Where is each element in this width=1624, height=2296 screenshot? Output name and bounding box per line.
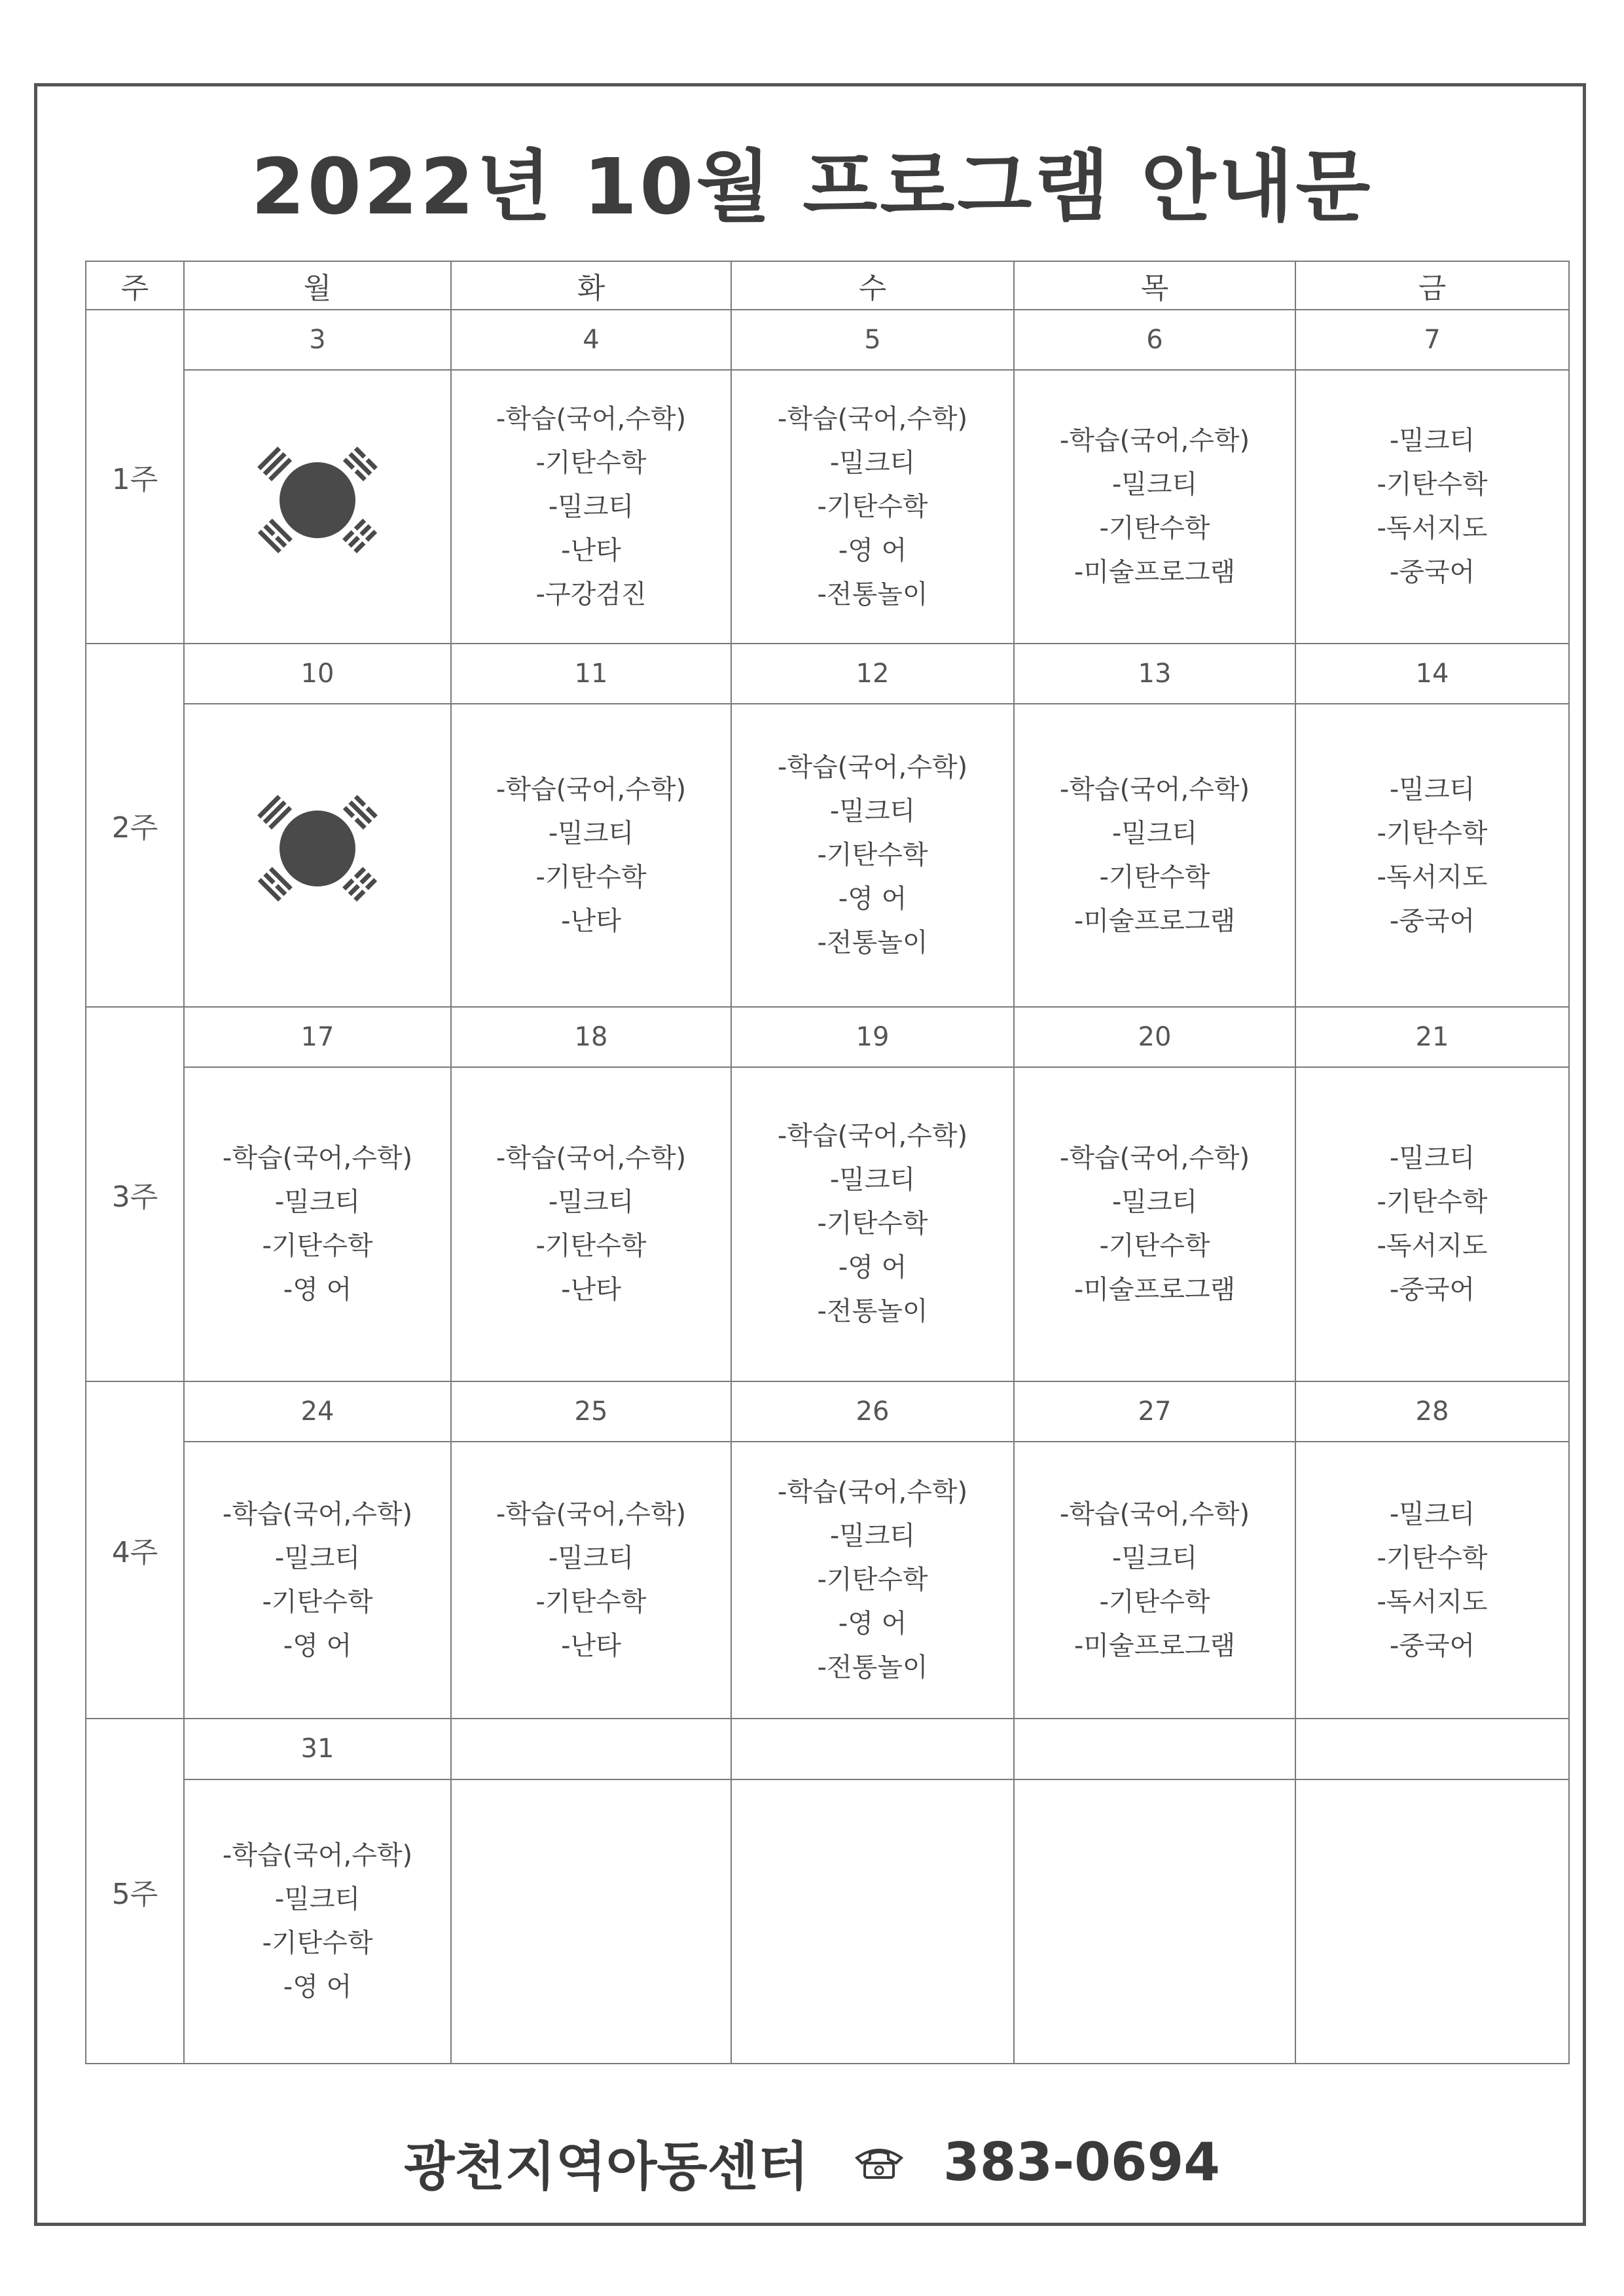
date-cell-mon: 24 — [184, 1381, 451, 1442]
program-cell-fri — [1295, 704, 1569, 1006]
program-item: -기탄수학 — [535, 1586, 647, 1617]
date-cell-tue — [451, 1719, 731, 1779]
program-cell-thu — [1014, 1442, 1295, 1719]
program-item: -기탄수학 — [1377, 1186, 1488, 1217]
date-cell-fri: 7 — [1295, 310, 1569, 370]
date-cell-tue: 11 — [451, 644, 731, 704]
program-item: -독서지도 — [1377, 1230, 1488, 1261]
program-cell-mon — [184, 370, 451, 643]
date-cell-fri: 14 — [1295, 644, 1569, 704]
program-item: -기탄수학 — [817, 491, 928, 522]
date-cell-thu — [1014, 1719, 1295, 1779]
telephone-icon — [853, 2132, 905, 2193]
program-item: -기탄수학 — [262, 1230, 373, 1261]
program-item: -기탄수학 — [817, 840, 928, 871]
program-cell-thu — [1014, 370, 1295, 643]
date-cell-wed: 19 — [731, 1007, 1014, 1067]
date-cell-wed: 26 — [731, 1381, 1014, 1442]
program-item: -미술프로그램 — [1074, 905, 1236, 936]
date-cell-tue: 4 — [451, 310, 731, 370]
program-item: -학습(국어,수학) — [1059, 1142, 1250, 1173]
date-cell-mon: 10 — [184, 644, 451, 704]
week-label: 5주 — [86, 1719, 184, 2064]
program-item: -영 어 — [838, 535, 907, 566]
program-item: -밀크티 — [274, 1884, 361, 1914]
date-cell-fri — [1295, 1719, 1569, 1779]
program-calendar — [85, 261, 1570, 2064]
program-cell-tue — [451, 704, 731, 1006]
week-label: 2주 — [86, 644, 184, 1007]
date-row — [86, 1007, 1569, 1067]
program-row — [86, 1067, 1569, 1381]
program-item: -미술프로그램 — [1074, 1274, 1236, 1305]
program-item: -중국어 — [1389, 905, 1475, 936]
program-cell-fri — [1295, 1067, 1569, 1381]
center-name: 광천지역아동센터 — [404, 2136, 809, 2197]
week-label: 1주 — [86, 310, 184, 644]
program-item: -밀크티 — [829, 447, 916, 478]
program-item: -영 어 — [283, 1274, 352, 1305]
program-item: -밀크티 — [1111, 1186, 1198, 1217]
program-item: -밀크티 — [829, 1165, 916, 1195]
program-cell-wed — [731, 704, 1014, 1006]
program-item: -기탄수학 — [535, 862, 647, 892]
program-row — [86, 1779, 1569, 2064]
program-item: -중국어 — [1389, 1274, 1475, 1305]
program-cell-thu — [1014, 1779, 1295, 2064]
program-item: -기탄수학 — [817, 1565, 928, 1595]
program-item: -학습(국어,수학) — [1059, 426, 1250, 456]
program-item: -밀크티 — [1389, 774, 1475, 805]
program-item: -영 어 — [838, 1609, 907, 1639]
header-row — [86, 261, 1569, 310]
program-item: -독서지도 — [1377, 1586, 1488, 1617]
header-mon: 월 — [184, 261, 451, 310]
program-row — [86, 1442, 1569, 1719]
program-item: -독서지도 — [1377, 862, 1488, 892]
program-item: -난타 — [561, 1630, 621, 1661]
program-cell-wed — [731, 1442, 1014, 1719]
program-item: -난타 — [561, 535, 621, 566]
program-item: -영 어 — [283, 1630, 352, 1661]
program-item: -기탄수학 — [817, 1209, 928, 1239]
program-item: -기탄수학 — [1099, 1586, 1210, 1617]
program-item: -밀크티 — [548, 818, 634, 848]
program-cell-mon — [184, 704, 451, 1006]
date-cell-thu: 6 — [1014, 310, 1295, 370]
program-cell-mon — [184, 1779, 451, 2064]
program-item: -학습(국어,수학) — [496, 403, 687, 434]
date-cell-mon: 17 — [184, 1007, 451, 1067]
taegukgi-flag-icon — [239, 783, 396, 928]
program-cell-tue — [451, 1067, 731, 1381]
date-row — [86, 1719, 1569, 1779]
program-item: -학습(국어,수학) — [222, 1840, 413, 1870]
header-thu: 목 — [1014, 261, 1295, 310]
header-wed: 수 — [731, 261, 1014, 310]
program-item: -전통놀이 — [817, 1652, 928, 1683]
program-item: -학습(국어,수학) — [777, 1477, 968, 1508]
program-item: -학습(국어,수학) — [1059, 1499, 1250, 1529]
program-item: -전통놀이 — [817, 1296, 928, 1327]
program-item: -학습(국어,수학) — [777, 1121, 968, 1152]
date-cell-thu: 27 — [1014, 1381, 1295, 1442]
program-item: -중국어 — [1389, 557, 1475, 588]
program-item: -밀크티 — [274, 1186, 361, 1217]
program-cell-tue — [451, 1779, 731, 2064]
program-item: -미술프로그램 — [1074, 557, 1236, 588]
header-fri: 금 — [1295, 261, 1569, 310]
phone-number: 383-0694 — [943, 2132, 1220, 2193]
program-cell-mon — [184, 1067, 451, 1381]
header-week: 주 — [86, 261, 184, 310]
program-item: -기탄수학 — [262, 1586, 373, 1617]
date-cell-wed: 12 — [731, 644, 1014, 704]
program-row — [86, 370, 1569, 643]
program-item: -밀크티 — [1389, 1499, 1475, 1529]
program-item: -기탄수학 — [1099, 1230, 1210, 1261]
program-item: -밀크티 — [1389, 426, 1475, 456]
program-item: -학습(국어,수학) — [496, 774, 687, 805]
program-item: -밀크티 — [1389, 1142, 1475, 1173]
program-item: -전통놀이 — [817, 579, 928, 610]
program-item: -밀크티 — [829, 1521, 916, 1552]
program-item: -기탄수학 — [1099, 862, 1210, 892]
program-cell-thu — [1014, 704, 1295, 1006]
program-item: -난타 — [561, 905, 621, 936]
program-item: -밀크티 — [274, 1542, 361, 1573]
program-cell-fri — [1295, 370, 1569, 643]
program-cell-wed — [731, 1067, 1014, 1381]
program-item: -밀크티 — [829, 796, 916, 827]
program-item: -난타 — [561, 1274, 621, 1305]
program-item: -기탄수학 — [1377, 1542, 1488, 1573]
date-cell-mon: 3 — [184, 310, 451, 370]
program-item: -밀크티 — [548, 491, 634, 522]
program-cell-tue — [451, 1442, 731, 1719]
date-row — [86, 644, 1569, 704]
program-cell-fri — [1295, 1442, 1569, 1719]
program-item: -기탄수학 — [1099, 513, 1210, 544]
program-item: -영 어 — [838, 884, 907, 915]
date-row — [86, 310, 1569, 370]
program-cell-wed — [731, 1779, 1014, 2064]
program-item: -기탄수학 — [535, 1230, 647, 1261]
date-row — [86, 1381, 1569, 1442]
program-cell-thu — [1014, 1067, 1295, 1381]
program-item: -전통놀이 — [817, 928, 928, 958]
date-cell-fri: 21 — [1295, 1007, 1569, 1067]
program-cell-wed — [731, 370, 1014, 643]
program-item: -밀크티 — [548, 1542, 634, 1573]
program-item: -기탄수학 — [535, 447, 647, 478]
page-title: 2022년 10월 프로그램 안내문 — [251, 141, 1373, 232]
taegukgi-flag-icon — [239, 435, 396, 579]
date-cell-tue: 25 — [451, 1381, 731, 1442]
program-item: -구강검진 — [535, 579, 647, 610]
date-cell-thu: 13 — [1014, 644, 1295, 704]
program-item: -중국어 — [1389, 1630, 1475, 1661]
program-item: -학습(국어,수학) — [496, 1142, 687, 1173]
program-item: -학습(국어,수학) — [777, 403, 968, 434]
program-item: -기탄수학 — [1377, 818, 1488, 848]
program-item: -학습(국어,수학) — [1059, 774, 1250, 805]
date-cell-wed — [731, 1719, 1014, 1779]
program-item: -밀크티 — [548, 1186, 634, 1217]
program-row — [86, 704, 1569, 1006]
program-item: -밀크티 — [1111, 818, 1198, 848]
program-item: -기탄수학 — [1377, 469, 1488, 500]
program-item: -기탄수학 — [262, 1927, 373, 1958]
date-cell-thu: 20 — [1014, 1007, 1295, 1067]
week-label: 3주 — [86, 1007, 184, 1381]
program-item: -밀크티 — [1111, 469, 1198, 500]
program-item: -학습(국어,수학) — [496, 1499, 687, 1529]
date-cell-mon: 31 — [184, 1719, 451, 1779]
header-tue: 화 — [451, 261, 731, 310]
program-item: -독서지도 — [1377, 513, 1488, 544]
program-item: -미술프로그램 — [1074, 1630, 1236, 1661]
date-cell-wed: 5 — [731, 310, 1014, 370]
week-label: 4주 — [86, 1381, 184, 1719]
program-item: -밀크티 — [1111, 1542, 1198, 1573]
program-item: -영 어 — [283, 1971, 352, 2002]
program-item: -학습(국어,수학) — [222, 1499, 413, 1529]
footer — [0, 2124, 1624, 2200]
program-item: -학습(국어,수학) — [777, 752, 968, 783]
program-cell-tue — [451, 370, 731, 643]
date-cell-tue: 18 — [451, 1007, 731, 1067]
program-cell-fri — [1295, 1779, 1569, 2064]
program-cell-mon — [184, 1442, 451, 1719]
program-item: -영 어 — [838, 1252, 907, 1283]
program-item: -학습(국어,수학) — [222, 1142, 413, 1173]
date-cell-fri: 28 — [1295, 1381, 1569, 1442]
